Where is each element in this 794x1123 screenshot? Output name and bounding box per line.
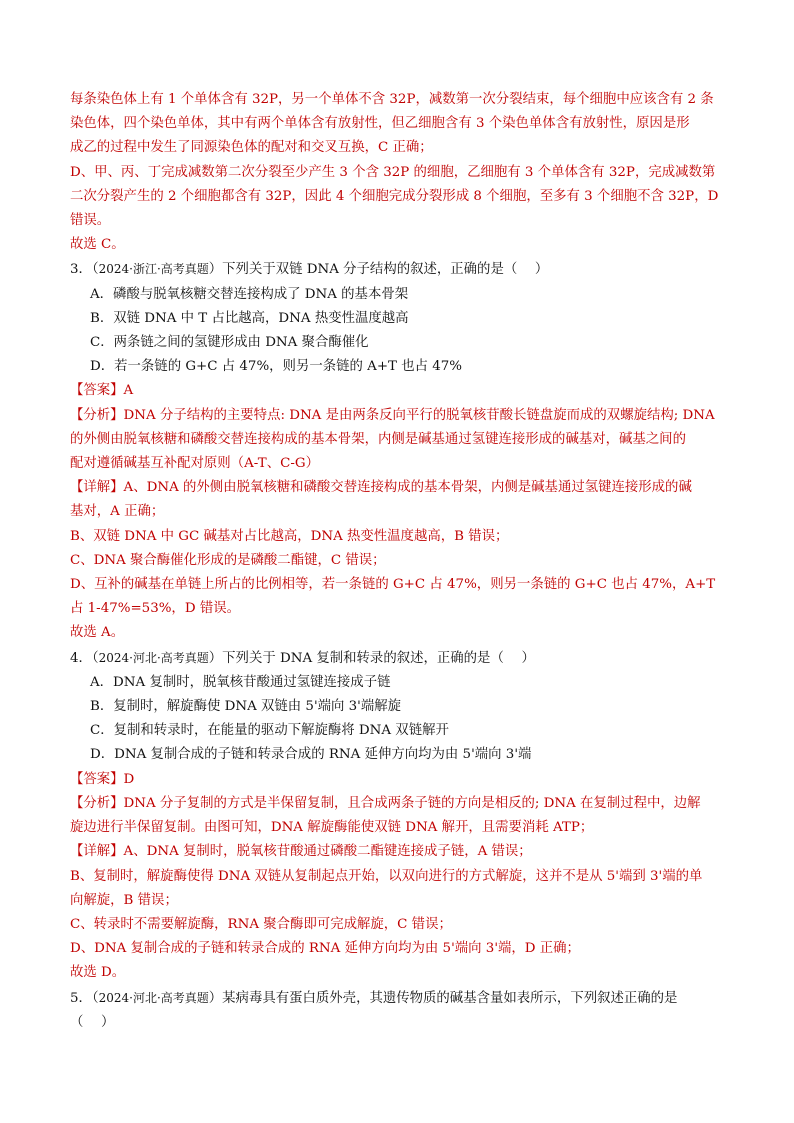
- text-segment: B、双链 DNA 中 GC 碱基对占比越高，DNA 热变性温度越高，B 错误；: [70, 528, 509, 544]
- text-line: [70, 573, 730, 597]
- text-segment: C、DNA 聚合酶催化形成的是磷酸二酯键，C 错误；: [70, 552, 386, 568]
- text-line: [70, 597, 730, 621]
- text-line: [70, 331, 730, 355]
- text-segment: C．复制和转录时，在能量的驱动下解旋酶将 DNA 双链解开: [90, 723, 449, 739]
- text-segment: 故选 C。: [70, 237, 125, 253]
- text-line: [70, 428, 730, 452]
- question-source: 2024·河北·高考真题: [98, 990, 209, 1005]
- text-segment: B、复制时，解旋酶使得 DNA 双链从复制起点开始，以双向进行的方式解旋，这并不是从 5'端到 3'端的单: [70, 868, 703, 884]
- text-segment: 成乙的过程中发生了同源染色体的配对和交叉互换，C 正确；: [70, 140, 433, 156]
- text-segment: 错误。: [70, 213, 111, 229]
- text-line: [70, 379, 730, 403]
- text-line: [70, 476, 730, 500]
- text-segment: 故选 A。: [70, 625, 125, 641]
- text-segment: D．若一条链的 G+C 占 47%，则另一条链的 A+T 也占 47%: [90, 359, 463, 375]
- text-segment: C、转录时不需要解旋酶，RNA 聚合酶即可完成解旋，C 错误；: [70, 916, 452, 932]
- text-line: [70, 307, 730, 331]
- text-line: [70, 112, 730, 136]
- text-segment: 【详解】A、DNA 复制时，脱氧核苷酸通过磷酸二酯键连接成子链，A 错误；: [70, 844, 532, 860]
- text-line: [70, 136, 730, 160]
- text-line: [70, 257, 730, 282]
- text-line: [70, 161, 730, 185]
- text-line: [70, 961, 730, 985]
- text-segment: A．DNA 复制时，脱氧核苷酸通过氢键连接成子链: [90, 674, 391, 690]
- text-segment: 向解旋，B 错误；: [70, 892, 178, 908]
- text-segment: D、互补的碱基在单链上所占的比例相等，若一条链的 G+C 占 47%，则另一条链的 G+C 也占 47%，A+T: [70, 577, 716, 593]
- text-segment: ）下列关于 DNA 复制和转录的叙述，正确的是（ ）: [208, 650, 535, 666]
- question-source: 2024·河北·高考真题: [98, 650, 209, 665]
- text-segment: 占 1-47%=53%，D 错误。: [70, 601, 240, 617]
- text-segment: 【答案】D: [70, 771, 135, 787]
- text-line: [70, 500, 730, 524]
- text-line: [70, 452, 730, 476]
- text-segment: 3．（: [70, 262, 99, 278]
- text-segment: 【分析】DNA 分子结构的主要特点: DNA 是由两条反向平行的脱氧核苷酸长链盘旋而成的双螺旋结构; DNA: [70, 407, 715, 423]
- text-segment: 二次分裂产生的 2 个细胞都含有 32P，因此 4 个细胞完成分裂形成 8 个细胞，至多有 3 个细胞不含 32P，D: [70, 188, 719, 204]
- text-line: [70, 185, 730, 209]
- text-line: [70, 621, 730, 645]
- text-segment: 4．（: [70, 650, 99, 666]
- text-line: [70, 404, 730, 428]
- text-segment: 【答案】A: [70, 383, 134, 399]
- text-segment: 【详解】A、DNA 的外侧由脱氧核糖和磷酸交替连接构成的基本骨架，内侧是碱基通过氢键连接形成的碱: [70, 480, 692, 496]
- text-segment: 染色体，四个染色单体，其中有两个单体含有放射性，但乙细胞含有 3 个染色单体含有放射性，原因是形: [70, 116, 690, 132]
- text-segment: 故选 D。: [70, 965, 126, 981]
- text-line: [70, 1011, 730, 1035]
- text-line: [70, 355, 730, 379]
- text-line: [70, 937, 730, 961]
- text-line: [70, 695, 730, 719]
- text-line: [70, 88, 730, 112]
- text-segment: 基对，A 正确；: [70, 504, 165, 520]
- text-line: [70, 768, 730, 792]
- text-segment: A．磷酸与脱氧核糖交替连接构成了 DNA 的基本骨架: [90, 286, 409, 302]
- text-line: [70, 889, 730, 913]
- text-line: [70, 865, 730, 889]
- text-segment: 每条染色体上有 1 个单体含有 32P，另一个单体不含 32P，减数第一次分裂结束，每个细胞中应该含有 2 条: [70, 92, 714, 107]
- text-line: [70, 671, 730, 695]
- text-segment: D、DNA 复制合成的子链和转录合成的 RNA 延伸方向均为由 5'端向 3'端，D 正确；: [70, 941, 580, 957]
- text-segment: ）下列关于双链 DNA 分子结构的叙述，正确的是（ ）: [208, 262, 549, 278]
- text-line: [70, 283, 730, 307]
- document-page: [70, 88, 730, 1035]
- text-line: [70, 816, 730, 840]
- text-segment: 的外侧由脱氧核糖和磷酸交替连接构成的基本骨架，内侧是碱基通过氢键连接形成的碱基对，碱基之间的: [70, 431, 686, 447]
- text-line: [70, 743, 730, 767]
- text-segment: D．DNA 复制合成的子链和转录合成的 RNA 延伸方向均为由 5'端向 3'端: [90, 747, 532, 763]
- text-segment: 【分析】DNA 分子复制的方式是半保留复制，且合成两条子链的方向是相反的; DNA 在复制过程中，边解: [70, 795, 701, 811]
- text-segment: （ ）: [70, 1014, 115, 1030]
- text-segment: B．双链 DNA 中 T 占比越高，DNA 热变性温度越高: [90, 310, 409, 326]
- text-line: [70, 209, 730, 233]
- text-segment: D、甲、丙、丁完成减数第二次分裂至少产生 3 个含 32P 的细胞，乙细胞有 3 个单体含有 32P，完成减数第: [70, 164, 716, 180]
- text-segment: ）某病毒具有蛋白质外壳，其遗传物质的碱基含量如表所示，下列叙述正确的是: [208, 990, 678, 1006]
- text-segment: 5．（: [70, 990, 99, 1006]
- text-line: [70, 719, 730, 743]
- text-segment: C．两条链之间的氢键形成由 DNA 聚合酶催化: [90, 335, 369, 351]
- text-line: [70, 792, 730, 816]
- question-source: 2024·浙江·高考真题: [98, 262, 209, 277]
- text-line: [70, 525, 730, 549]
- text-line: [70, 986, 730, 1011]
- text-segment: 配对遵循碱基互补配对原则（A-T、C-G）: [70, 456, 319, 472]
- text-line: [70, 646, 730, 671]
- text-segment: 旋边进行半保留复制。由图可知，DNA 解旋酶能使双链 DNA 解开，且需要消耗 ATP；: [70, 820, 594, 836]
- text-line: [70, 549, 730, 573]
- text-segment: B．复制时，解旋酶使 DNA 双链由 5'端向 3'端解旋: [90, 699, 402, 715]
- text-line: [70, 913, 730, 937]
- text-line: [70, 233, 730, 257]
- text-line: [70, 840, 730, 864]
